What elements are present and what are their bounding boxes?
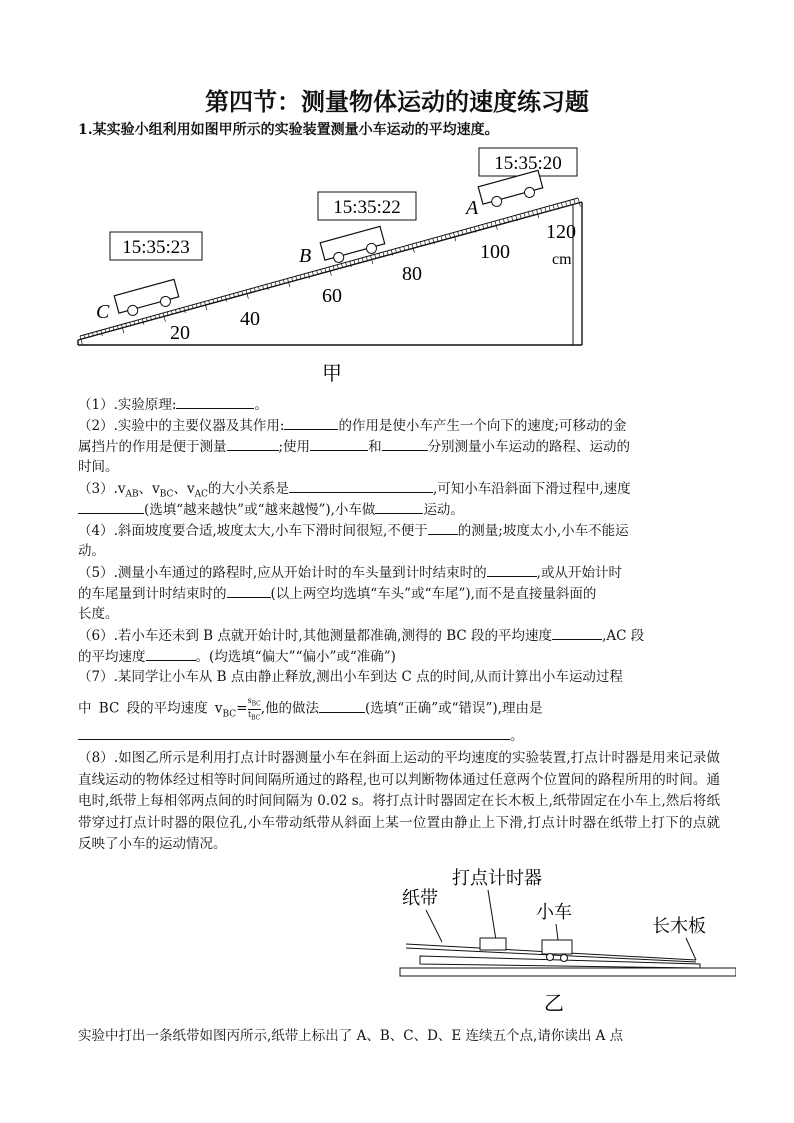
answer-blank[interactable] bbox=[487, 562, 537, 577]
answer-blank[interactable] bbox=[227, 583, 271, 598]
ruler-tick bbox=[408, 245, 409, 249]
ruler-tick bbox=[387, 251, 388, 255]
item-8-paragraph: （8）.如图乙所示是利用打点计时器测量小车在斜面上运动的平均速度的实验装置,打点计时器是用来记录做直线运动的物体经过相等时间间隔所通过的路程,也可以判断物体通过任意两个位置间的路程所用的时间。通电时,纸带上每相邻两点间的时间间隔为 0.02 s。将打点计时器固定在长木板上,纸带固定在小车上,然后将纸带穿过打点计时器的限位孔,小车带动纸带从斜面上某一位置由静止上下滑,打点计时器在纸带上打下的点就反映了小车的运动情况。 bbox=[78, 750, 720, 852]
ruler-tick bbox=[491, 222, 492, 226]
answer-blank[interactable] bbox=[176, 394, 254, 409]
cart-at-c bbox=[114, 279, 180, 319]
item-6-line-1: （6）.若小车还未到 B 点就开始计时,其他测量都准确,测得的 BC 段的平均速度 ,AC 段 bbox=[78, 625, 720, 646]
ruler-tick bbox=[487, 223, 488, 227]
item-3-line-1: $(3).v_{AB}$、$v_{BC}$、$v_{AC}$的大小关系是 ,可知小车沿斜面下滑过程中,速度 bbox=[78, 478, 720, 505]
item-5-line-3: 长度。 bbox=[78, 606, 119, 622]
ruler-tick bbox=[80, 336, 82, 345]
answer-blank[interactable] bbox=[552, 625, 602, 640]
item-1: （1）.实验原理: 。 bbox=[78, 394, 720, 415]
ruler-tick bbox=[341, 264, 342, 268]
label-timer: 打点计时器 bbox=[452, 868, 542, 889]
ruler-tick bbox=[379, 253, 380, 257]
ruler-tick bbox=[358, 259, 359, 263]
ruler-tick bbox=[449, 234, 450, 238]
item-5-line-1: （5）.测量小车通过的路程时,应从开始计时的车头量到计时结束时的 ,或从开始计时 bbox=[78, 562, 720, 583]
ruler-tick bbox=[333, 266, 334, 270]
item-7-line-2: 中 BC 段的平均速度 $v_{BC}=$ $\frac{s_{BC}}{t_{BC}}$ ,他的做法 (选填“正确”或“错误”),理由是 bbox=[78, 696, 543, 722]
item-7-line-1: （7）.某同学让小车从 B 点由静止释放,测出小车到达 C 点的时间,从而计算出小车运动过程 bbox=[78, 669, 623, 685]
tick-label-60: 60 bbox=[322, 285, 342, 307]
tick-label-20: 20 bbox=[170, 322, 190, 344]
ruler-tick bbox=[312, 272, 313, 276]
ruler-tick bbox=[499, 220, 500, 224]
ruler-tick bbox=[300, 275, 301, 279]
ruler-tick bbox=[395, 249, 396, 253]
ruler-tick bbox=[528, 212, 529, 216]
answer-blank[interactable] bbox=[78, 499, 144, 514]
ruler-tick bbox=[503, 219, 504, 223]
ruler-tick bbox=[553, 205, 554, 209]
ruler-tick bbox=[532, 211, 533, 215]
answer-blank[interactable] bbox=[319, 698, 365, 713]
ruler-tick bbox=[561, 203, 562, 207]
ruler-tick bbox=[296, 276, 297, 280]
question-1-stem: 1.某实验小组利用如图甲所示的实验装置测量小车运动的平均速度。 bbox=[78, 122, 499, 138]
ruler-tick bbox=[337, 265, 338, 269]
ruler-tick bbox=[354, 260, 355, 264]
label-board: 长木板 bbox=[652, 916, 706, 937]
ruler-tick bbox=[346, 262, 347, 266]
answer-blank[interactable] bbox=[375, 499, 423, 514]
ruler-tick bbox=[404, 246, 405, 250]
ruler-tick bbox=[549, 206, 550, 210]
ruler-tick bbox=[267, 284, 269, 290]
clock-a-reading: 15:35:20 bbox=[494, 153, 562, 174]
answer-blank[interactable] bbox=[428, 520, 458, 535]
ruler-tick bbox=[520, 214, 521, 218]
item-5-line-2: 的车尾量到计时结束时的 (以上两空均选填“车头”或“车尾”),而不是直接量斜面的 bbox=[78, 583, 720, 604]
tick-label-120: 120 bbox=[546, 221, 576, 243]
ruler-tick bbox=[366, 257, 367, 261]
ruler-tick bbox=[321, 269, 322, 273]
answer-blank[interactable] bbox=[289, 478, 433, 493]
ruler-tick bbox=[416, 243, 417, 247]
ruler-tick bbox=[566, 201, 567, 205]
last-line: 实验中打出一条纸带如图丙所示,纸带上标出了 A、B、C、D、E 连续五个点,请你读出 A 点 bbox=[78, 1028, 624, 1044]
ruler-tick bbox=[292, 277, 293, 281]
item-2-line-1: （2）.实验中的主要仪器及其作用: 的作用是使小车产生一个向下的速度;可移动的金 bbox=[78, 415, 720, 436]
figure-yi-apparatus bbox=[396, 860, 736, 1020]
point-a-label: A bbox=[466, 197, 479, 219]
ruler-tick bbox=[429, 239, 430, 243]
tick-label-100: 100 bbox=[480, 241, 510, 263]
ruler-tick bbox=[512, 216, 513, 220]
answer-blank[interactable] bbox=[284, 415, 338, 430]
answer-blank[interactable] bbox=[227, 436, 279, 451]
label-cart: 小车 bbox=[536, 902, 572, 923]
ruler-tick bbox=[466, 229, 467, 233]
ruler-tick bbox=[445, 235, 446, 239]
item-4-line-2: 动。 bbox=[78, 543, 105, 559]
ruler-tick bbox=[317, 270, 318, 274]
ruler-tick bbox=[122, 325, 124, 334]
figure-jia-incline bbox=[70, 140, 600, 390]
ruler-tick bbox=[541, 208, 542, 212]
ruler-tick bbox=[524, 213, 525, 217]
ruler-tick bbox=[383, 252, 384, 256]
ruler-tick bbox=[441, 236, 442, 240]
item-2-line-2: 属挡片的作用是便于测量 ;使用 和 分别测量小车运动的路程、运动的 bbox=[78, 436, 720, 457]
point-c-label: C bbox=[96, 301, 110, 323]
ruler-tick bbox=[570, 200, 571, 204]
ruler-tick bbox=[424, 241, 425, 245]
ruler-tick bbox=[362, 258, 363, 262]
item-4-line-1: （4）.斜面坡度要合适,坡度太大,小车下滑时间很短,不便于 的测量;坡度太小,小车不能运 bbox=[78, 520, 720, 541]
ruler-tick bbox=[308, 273, 310, 279]
tick-label-40: 40 bbox=[240, 308, 260, 330]
ruler-tick bbox=[325, 268, 326, 272]
page-title: 第四节：测量物体运动的速度练习题 bbox=[205, 88, 589, 116]
ruler-tick bbox=[400, 247, 401, 251]
ruler-tick bbox=[574, 199, 575, 203]
ruler-tick bbox=[470, 228, 471, 232]
label-tape: 纸带 bbox=[402, 888, 438, 909]
clock-b-reading: 15:35:22 bbox=[333, 197, 401, 218]
answer-blank[interactable] bbox=[382, 436, 428, 451]
ruler-tick bbox=[462, 230, 463, 234]
ruler-tick bbox=[304, 274, 305, 278]
ruler-tick bbox=[458, 231, 459, 235]
ruler-tick bbox=[375, 254, 376, 258]
tick-label-80: 80 bbox=[402, 263, 422, 285]
item-2-line-3: 时间。 bbox=[78, 459, 119, 475]
ruler-tick bbox=[437, 237, 438, 241]
answer-blank[interactable] bbox=[310, 436, 368, 451]
ruler-tick bbox=[545, 207, 546, 211]
unit-label: cm bbox=[552, 251, 572, 268]
answer-blank[interactable] bbox=[146, 646, 196, 661]
clock-c-reading: 15:35:23 bbox=[122, 237, 190, 258]
ruler-tick bbox=[478, 226, 479, 230]
figure-yi-caption: 乙 bbox=[544, 991, 564, 1015]
figure-jia-caption: 甲 bbox=[322, 361, 342, 385]
point-b-label: B bbox=[299, 245, 312, 267]
ruler-tick bbox=[420, 242, 421, 246]
item-7-line-3: 。 bbox=[78, 725, 720, 746]
formula-fraction: $\frac{s_{BC}}{t_{BC}}$ bbox=[247, 696, 261, 722]
ruler-tick bbox=[483, 224, 484, 228]
answer-blank[interactable] bbox=[78, 725, 510, 740]
ruler-tick bbox=[507, 218, 508, 222]
item-6-line-2: 的平均速度 。(均选填“偏大”“偏小”或“准确”) bbox=[78, 646, 720, 667]
item-3-line-2: (选填“越来越快”或“越来越慢”),小车做 运动。 bbox=[78, 499, 720, 520]
